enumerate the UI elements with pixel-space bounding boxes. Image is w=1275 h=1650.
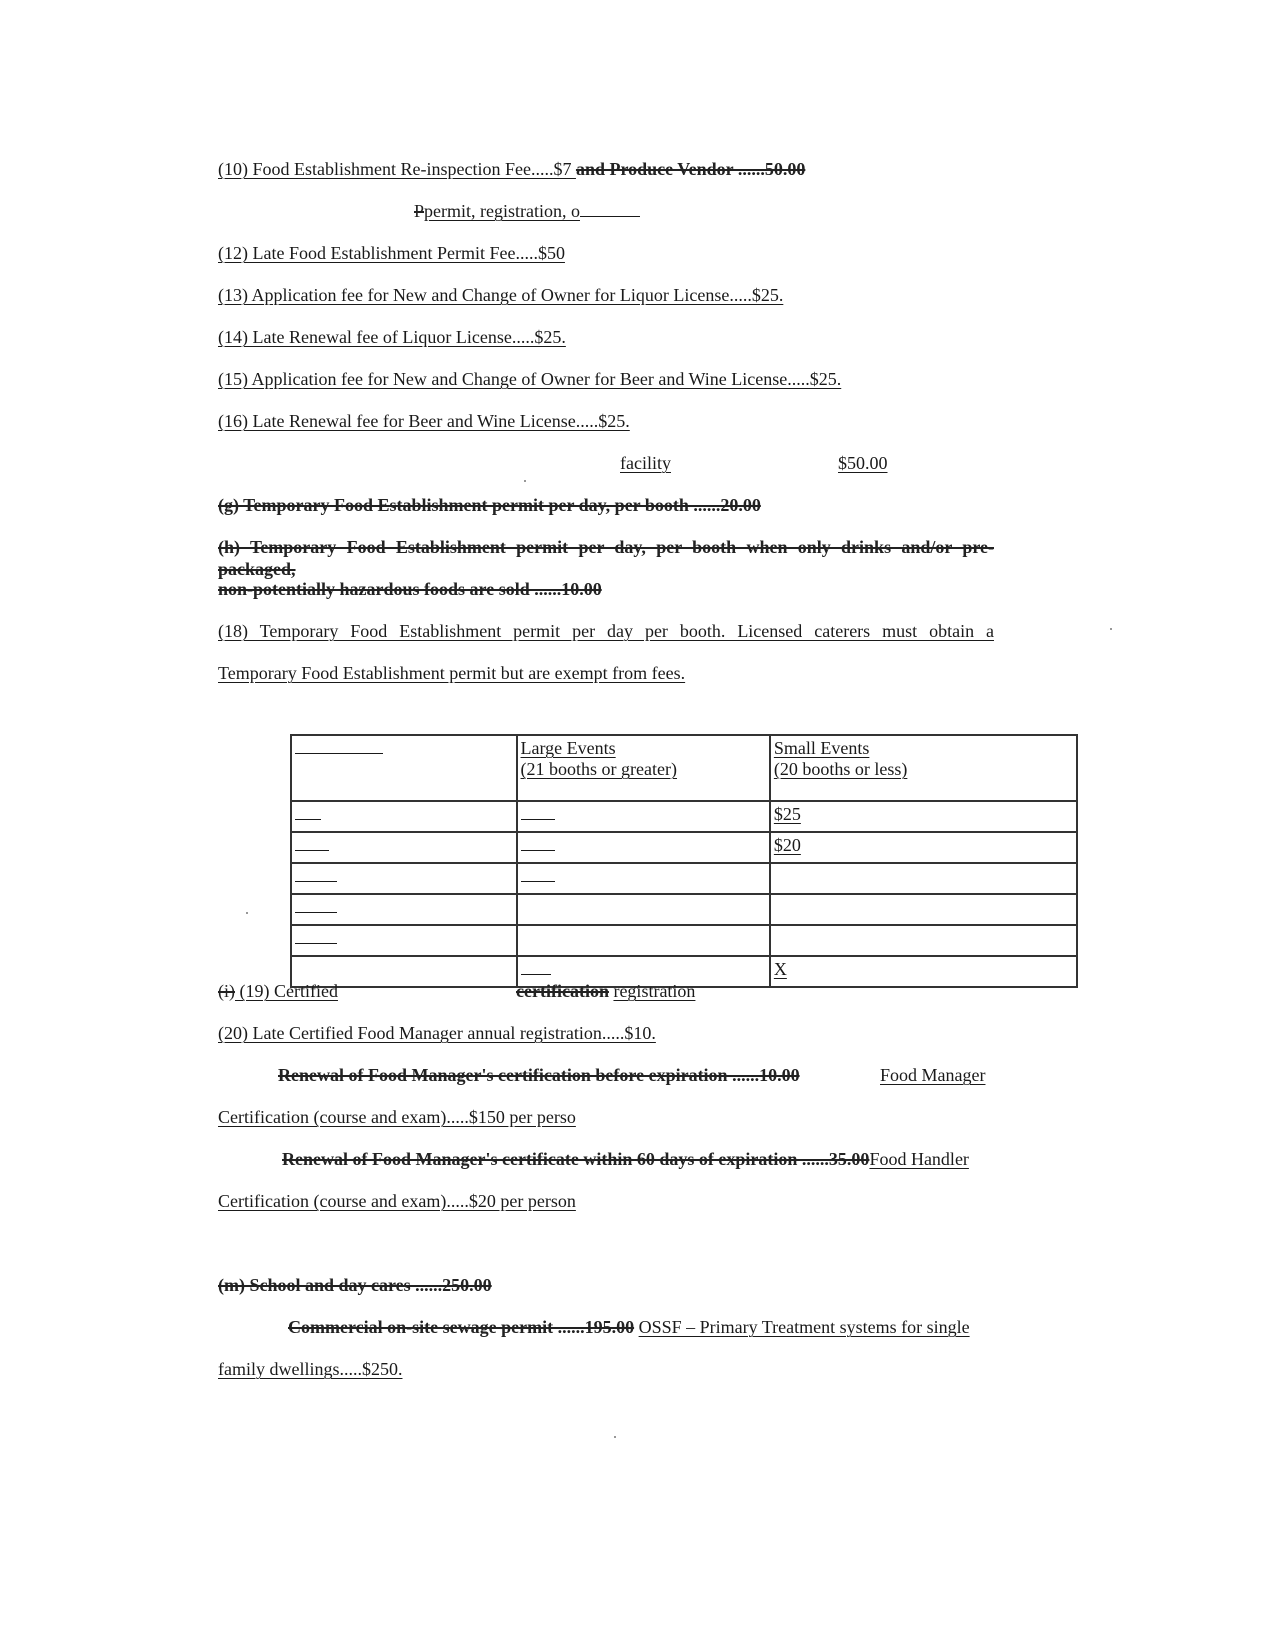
table-header-cell: [291, 735, 517, 801]
table-cell: [517, 801, 770, 832]
table-cell: [770, 956, 1077, 987]
table-cell: [517, 925, 770, 956]
line-19-struck-letter: (i): [218, 981, 235, 1001]
table-header-cell: [770, 735, 1077, 801]
table-row: [291, 801, 1077, 832]
table-cell: [291, 801, 517, 832]
table-cell: [770, 801, 1077, 832]
commercial-sewage-struck: Commercial on-site sewage permit ......195.00: [288, 1317, 635, 1337]
certification-struck: certification: [516, 981, 609, 1001]
ossf-fee: family dwellings.....$250.: [218, 1359, 403, 1379]
food-manager-label: Food Manager: [880, 1065, 986, 1085]
table-header-row: [291, 735, 1077, 801]
reinspection-fee: (10) Food Establishment Re-inspection Fee.....$7: [218, 159, 576, 179]
line-12: (12) Late Food Establishment Permit Fee.....$50: [218, 243, 565, 263]
table-cell: [770, 894, 1077, 925]
food-handler-cert-fee: Certification (course and exam).....$20 per person: [218, 1191, 576, 1211]
blank-line: [580, 200, 640, 217]
line-20: (20) Late Certified Food Manager annual registration.....$10.: [218, 1023, 656, 1043]
blank-line: [521, 804, 555, 820]
table-cell: [517, 832, 770, 863]
table-cell: [291, 925, 517, 956]
table-row: [291, 925, 1077, 956]
table-cell: [291, 832, 517, 863]
facility-fee: $50.00: [838, 453, 888, 473]
table-cell: [517, 863, 770, 894]
produce-vendor-struck: and Produce Vendor ......50.00: [575, 159, 806, 179]
facility-label: facility: [620, 453, 671, 473]
blank-line: [521, 959, 551, 975]
scan-speck: [1110, 628, 1112, 630]
small-event-fee: $20: [773, 835, 801, 855]
table-cell: [291, 863, 517, 894]
line-15: (15) Application fee for New and Change of Owner for Beer and Wine License.....$25.: [218, 369, 842, 389]
scan-speck: [246, 912, 248, 914]
table-cell: [770, 863, 1077, 894]
registration-label: registration: [613, 981, 696, 1001]
certified-label: (19) Certified: [235, 981, 338, 1001]
line-16: (16) Late Renewal fee for Beer and Wine License.....$25.: [218, 411, 630, 431]
table-cell: [291, 894, 517, 925]
blank-line: [295, 928, 337, 944]
small-event-mark: X: [773, 959, 787, 979]
food-manager-cert-fee: Certification (course and exam).....$150 per perso: [218, 1107, 576, 1127]
line-13: (13) Application fee for New and Change of Owner for Liquor License.....$25.: [218, 285, 784, 305]
small-events-label: Small Events: [773, 738, 870, 758]
blank-line: [521, 835, 555, 851]
table-cell: [770, 832, 1077, 863]
scan-speck: [614, 1436, 616, 1438]
line-h-struck-cont: non-potentially hazardous foods are sold ......10.00: [218, 579, 602, 599]
food-handler-label: Food Handler: [869, 1149, 969, 1169]
line-10: [218, 158, 805, 180]
food-manager-struck: Renewal of Food Manager's certification before expiration ......10.00: [278, 1065, 800, 1085]
permit-struck-letter: P: [414, 201, 425, 221]
line-18: (18) Temporary Food Establishment permit per day per booth. Licensed caterers must obtain a: [218, 621, 994, 641]
permit-registration-text: permit, registration, o: [424, 201, 580, 221]
scan-speck: [524, 480, 526, 482]
blank-line: [295, 804, 321, 820]
table-row: [291, 832, 1077, 863]
temporary-event-fee-table: [290, 734, 1078, 988]
small-events-sub: (20 booths or less): [773, 759, 908, 779]
table-header-cell: [517, 735, 770, 801]
permit-registration-line: [414, 200, 640, 222]
blank-line: [521, 866, 555, 882]
blank-line: [295, 738, 383, 754]
table-row: [291, 894, 1077, 925]
line-19-registration: [516, 980, 695, 1002]
table-cell: [770, 925, 1077, 956]
blank-line: [295, 897, 337, 913]
blank-line: [295, 835, 329, 851]
line-h-struck: (h) Temporary Food Establishment permit per day, per booth when only drinks and/or pre-packaged,: [218, 537, 994, 579]
table-row: [291, 863, 1077, 894]
blank-line: [295, 866, 337, 882]
school-daycare-struck: (m) School and day cares ......250.00: [218, 1275, 492, 1295]
large-events-label: Large Events: [520, 738, 616, 758]
small-event-fee: $25: [773, 804, 801, 824]
line-g-struck: (g) Temporary Food Establishment permit per day, per booth ......20.00: [218, 495, 761, 515]
line-14: (14) Late Renewal fee of Liquor License.....$25.: [218, 327, 566, 347]
ossf-line: [288, 1316, 970, 1338]
table-cell: [517, 894, 770, 925]
food-handler-line: [282, 1148, 969, 1170]
large-events-sub: (21 booths or greater): [520, 759, 677, 779]
ossf-label: OSSF – Primary Treatment systems for single: [638, 1317, 970, 1337]
line-18-cont: Temporary Food Establishment permit but are exempt from fees.: [218, 663, 686, 683]
line-19: [218, 980, 338, 1002]
food-handler-struck: Renewal of Food Manager's certificate within 60 days of expiration ......35.00: [282, 1149, 870, 1169]
